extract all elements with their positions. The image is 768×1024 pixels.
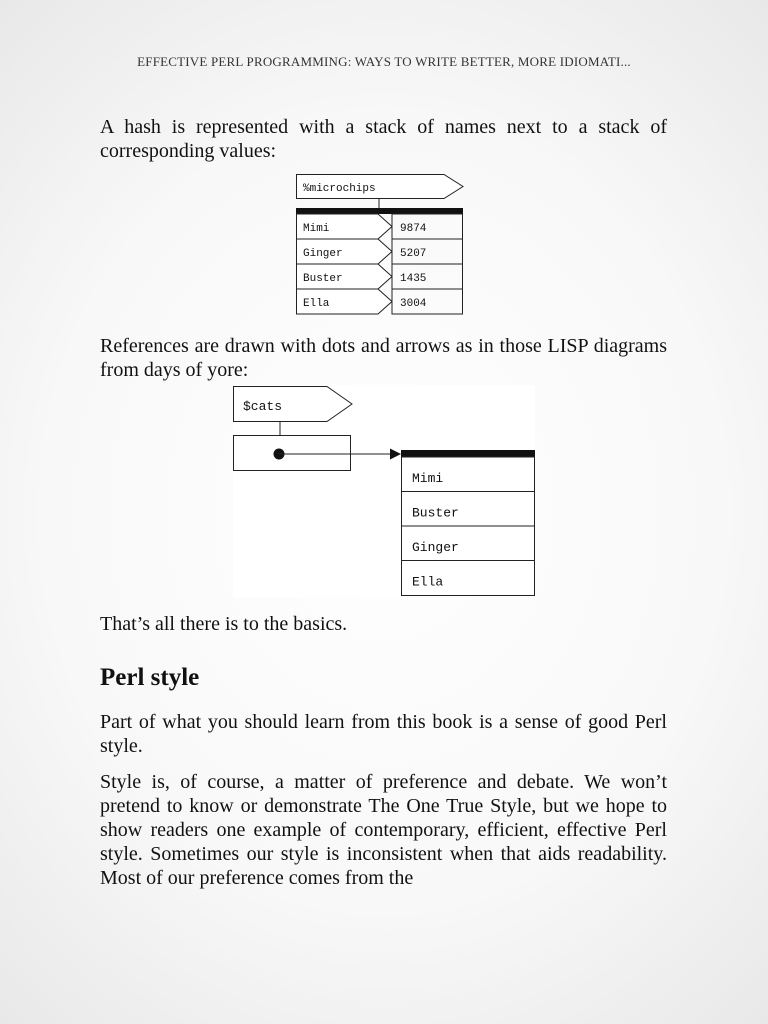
hash-name-label: %microchips xyxy=(303,183,376,195)
page-content xyxy=(100,115,667,890)
ref-name-label: $cats xyxy=(243,399,283,414)
paragraph-style-intro: Part of what you should learn from this book is a sense of good Perl style. xyxy=(100,711,667,757)
paragraph-references-intro: References are drawn with dots and arrows as in those LISP diagrams from days of yore: xyxy=(100,335,667,381)
reference-diagram xyxy=(233,385,535,597)
paragraph-style-body: Style is, of course, a matter of preference and debate. We won’t pretend to know or demonstrate The One True Style, but we hope to show readers one example of contemporary, efficient, effective Perl style. Sometimes our style is inconsistent when that aids readability. Most of our preference comes from the xyxy=(100,771,667,889)
hash-key: Ginger xyxy=(303,248,343,260)
array-item: Mimi xyxy=(412,471,444,486)
hash-top-bar xyxy=(296,208,463,214)
hash-key: Mimi xyxy=(303,223,330,235)
paragraph-basics: That’s all there is to the basics. xyxy=(100,613,348,635)
hash-value: 1435 xyxy=(400,273,427,285)
array-top-bar xyxy=(401,450,535,457)
hash-key: Buster xyxy=(303,273,343,285)
hash-diagram xyxy=(296,174,471,319)
hash-value: 3004 xyxy=(400,298,427,310)
array-item: Ella xyxy=(412,574,444,590)
hash-value: 9874 xyxy=(400,223,427,235)
ref-scalar-box xyxy=(234,436,351,471)
hash-value: 5207 xyxy=(400,248,427,260)
running-header: EFFECTIVE PERL PROGRAMMING: WAYS TO WRITE BETTER, MORE IDIOMATI... xyxy=(137,54,631,69)
paragraph-hash-intro: A hash is represented with a stack of names next to a stack of corresponding values: xyxy=(100,116,667,162)
array-item: Ginger xyxy=(412,540,459,555)
array-item: Buster xyxy=(412,505,459,521)
hash-key: Ella xyxy=(303,298,330,310)
section-heading: Perl style xyxy=(100,664,200,691)
